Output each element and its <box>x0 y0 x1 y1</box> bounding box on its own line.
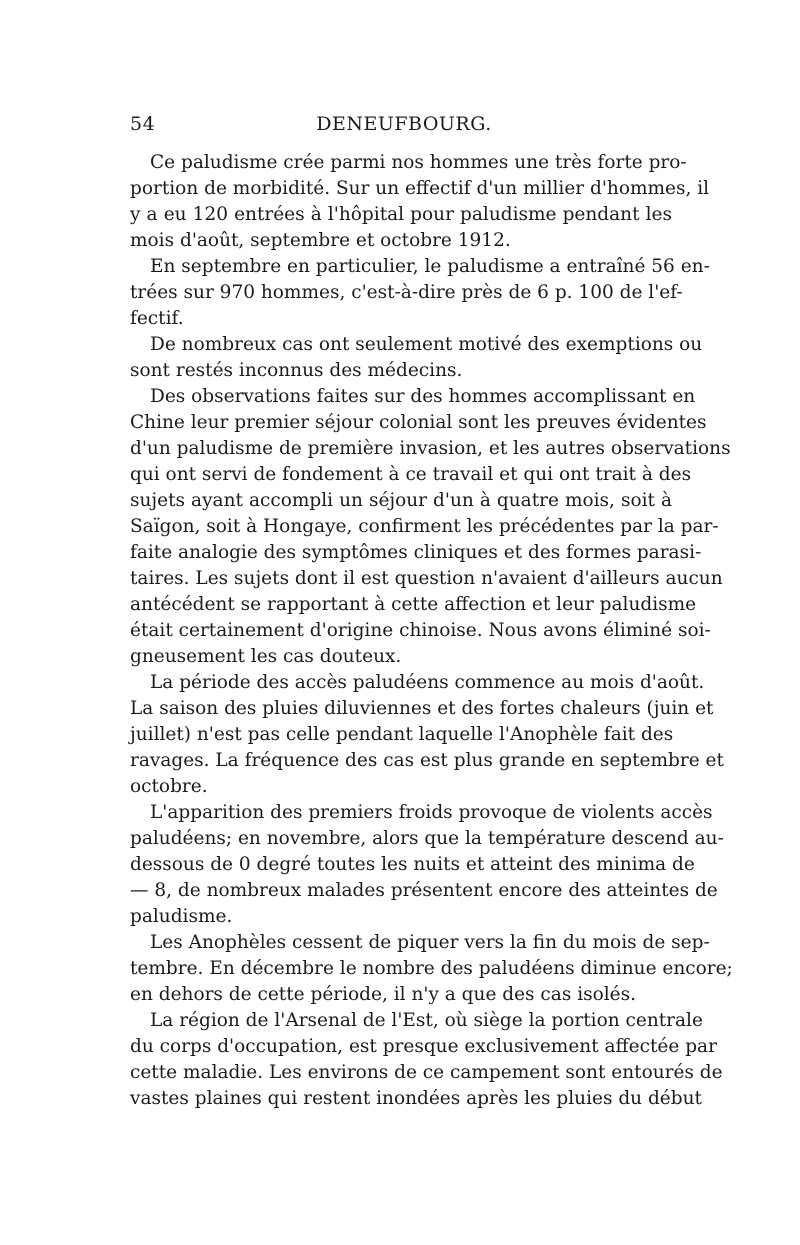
text-line: Chine leur premier séjour colonial sont les preuves évidentes <box>130 412 707 433</box>
text-line: ravages. La fréquence des cas est plus grande en septembre et <box>130 750 724 771</box>
page-header <box>130 113 678 139</box>
text-line: d'un paludisme de première invasion, et les autres observations <box>130 438 731 459</box>
text-line: paludéens; en novembre, alors que la température descend au- <box>130 828 724 849</box>
page-number: 54 <box>130 113 156 135</box>
running-head: DENEUFBOURG. <box>316 113 492 135</box>
paragraph <box>130 150 710 254</box>
text-line: vastes plaines qui restent inondées après les pluies du début <box>130 1088 702 1109</box>
text-line: sont restés inconnus des médecins. <box>130 360 463 381</box>
text-line: Les Anophèles cessent de piquer vers la fin du mois de sep- <box>150 932 710 953</box>
paragraph <box>130 800 724 930</box>
text-line: paludisme. <box>130 906 233 927</box>
text-line: faite analogie des symptômes cliniques et des formes parasi- <box>130 542 702 563</box>
paragraph <box>130 930 733 1008</box>
text-line: dessous de 0 degré toutes les nuits et atteint des minima de <box>130 854 695 875</box>
text-line: mois d'août, septembre et octobre 1912. <box>130 230 511 251</box>
text-line: cette maladie. Les environs de ce campement sont entourés de <box>130 1062 723 1083</box>
text-line: taires. Les sujets dont il est question n'avaient d'ailleurs aucun <box>130 568 723 589</box>
text-line: Ce paludisme crée parmi nos hommes une très forte pro- <box>150 152 687 173</box>
text-line: En septembre en particulier, le paludisme a entraîné 56 en- <box>150 256 710 277</box>
text-line: juillet) n'est pas celle pendant laquelle l'Anophèle fait des <box>130 724 674 745</box>
text-line: sujets ayant accompli un séjour d'un à quatre mois, soit à <box>130 490 672 511</box>
text-line: en dehors de cette période, il n'y a que des cas isolés. <box>130 984 636 1005</box>
text-line: octobre. <box>130 776 208 797</box>
text-line: qui ont servi de fondement à ce travail et qui ont trait à des <box>130 464 692 485</box>
body-text <box>130 150 733 1112</box>
text-line: fectif. <box>130 308 184 329</box>
text-line: Des observations faites sur des hommes accomplissant en <box>150 386 696 407</box>
paragraph <box>130 384 731 670</box>
text-line: était certainement d'origine chinoise. Nous avons éliminé soi- <box>130 620 711 641</box>
text-line: portion de morbidité. Sur un effectif d'un millier d'hommes, il <box>130 178 710 199</box>
paragraph <box>130 670 724 800</box>
text-line: L'apparition des premiers froids provoque de violents accès <box>150 802 713 823</box>
text-line: gneusement les cas douteux. <box>130 646 402 667</box>
text-line: La saison des pluies diluviennes et des fortes chaleurs (juin et <box>130 698 714 719</box>
text-line: tembre. En décembre le nombre des paludéens diminue encore; <box>130 958 733 979</box>
paragraph <box>130 1008 723 1112</box>
text-line: du corps d'occupation, est presque exclusivement affectée par <box>130 1036 717 1057</box>
text-line: antécédent se rapportant à cette affection et leur paludisme <box>130 594 697 615</box>
text-line: y a eu 120 entrées à l'hôpital pour paludisme pendant les <box>130 204 672 225</box>
paragraph <box>130 254 710 332</box>
text-line: Saïgon, soit à Hongaye, confirment les précédentes par la par- <box>130 516 719 537</box>
text-line: trées sur 970 hommes, c'est-à-dire près de 6 p. 100 de l'ef- <box>130 282 683 303</box>
paragraph <box>130 332 703 384</box>
text-line: De nombreux cas ont seulement motivé des exemptions ou <box>150 334 703 355</box>
text-line: La période des accès paludéens commence au mois d'août. <box>150 672 705 693</box>
text-line: — 8, de nombreux malades présentent encore des atteintes de <box>130 880 718 901</box>
text-line: La région de l'Arsenal de l'Est, où siège la portion centrale <box>150 1010 703 1031</box>
